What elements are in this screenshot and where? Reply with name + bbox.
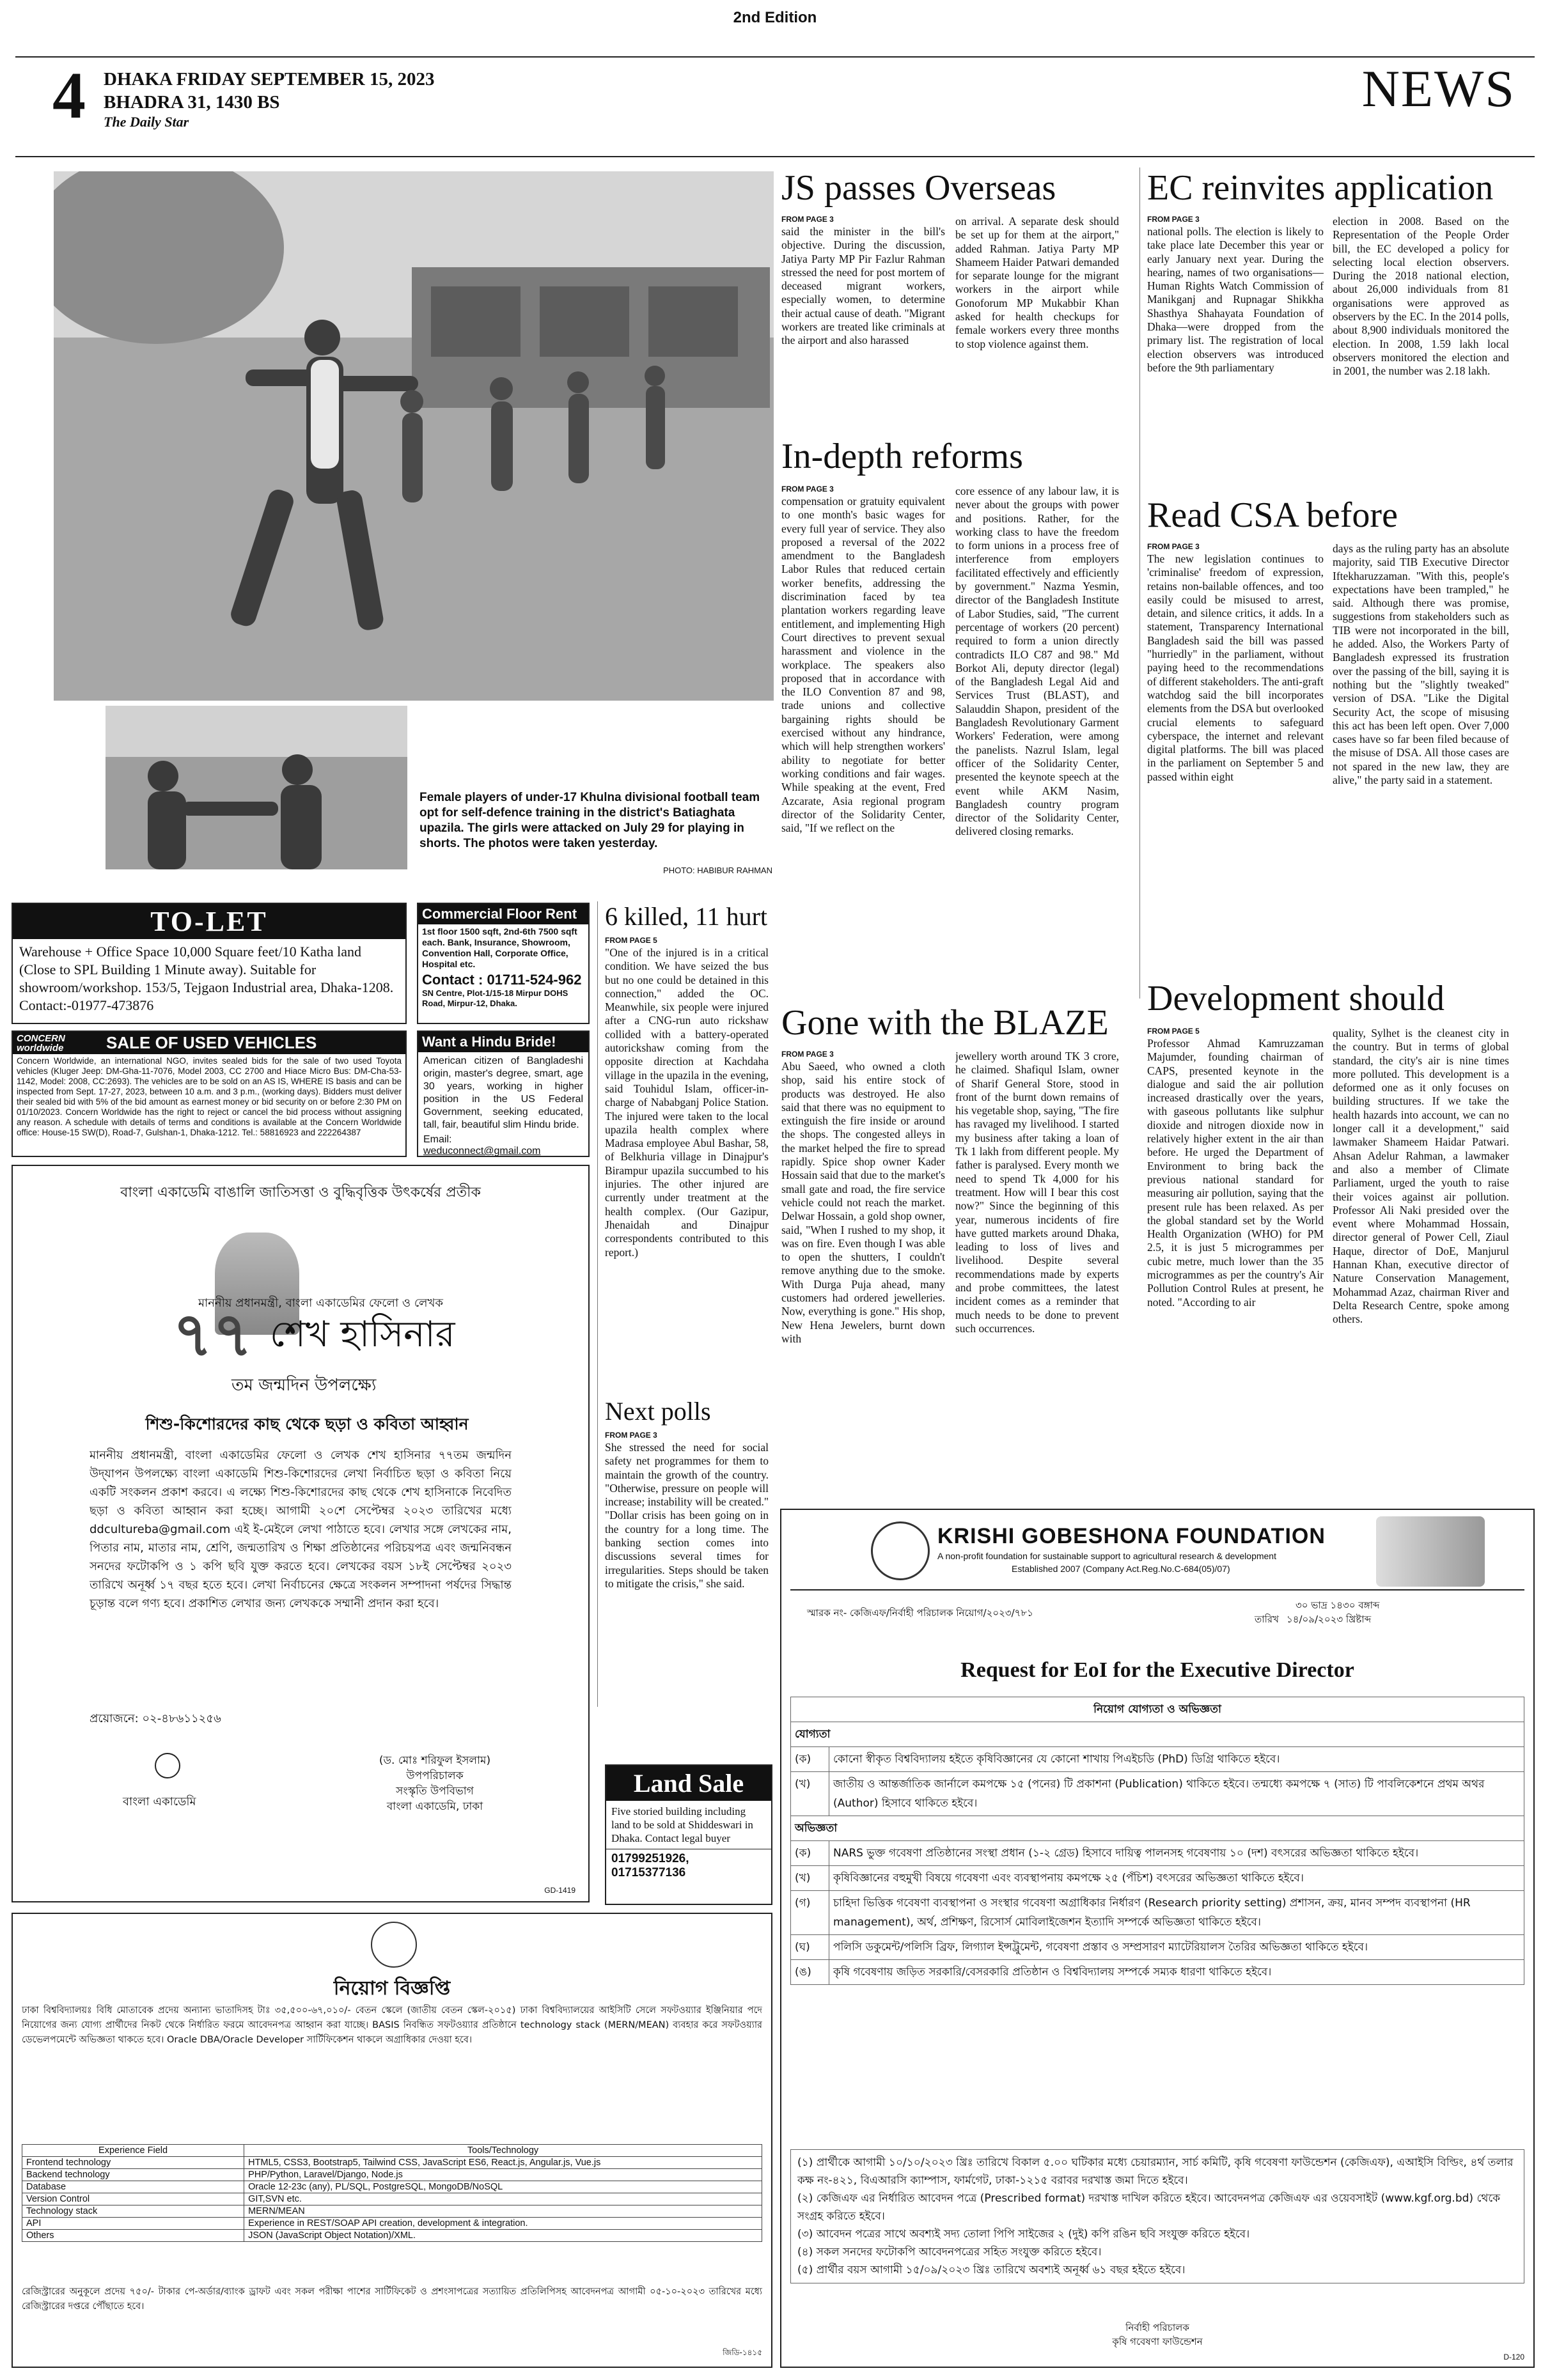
main-photo (54, 171, 774, 701)
headline-reforms: In-depth reforms (781, 437, 1023, 476)
kgf-portrait (1376, 1516, 1485, 1587)
academy-logo-icon (155, 1753, 180, 1778)
ad-land-sale (605, 1764, 772, 1905)
headline-polls: Next polls (605, 1397, 711, 1426)
du-code: জিডি-১৪১৫ (723, 2348, 762, 2357)
table-cell: HTML5, CSS3, Bootstrap5, Tailwind CSS, JavaScript ES6, React.js, Angular.js, Vue.js (244, 2157, 762, 2169)
table-row (791, 1747, 1524, 1772)
table-cell: GIT,SVN etc. (244, 2193, 762, 2205)
table-cell: Technology stack (22, 2205, 244, 2218)
headline-killed: 6 killed, 11 hurt (605, 902, 768, 931)
table-cell: JSON (JavaScript Object Notation)/XML. (244, 2230, 762, 2242)
karate-training-image (54, 171, 774, 701)
headline-ec: EC reinvites application (1147, 168, 1494, 208)
du-logo-icon (371, 1922, 417, 1968)
kgf-logo-icon (871, 1521, 930, 1580)
table-row (22, 2230, 762, 2242)
table-row (791, 1841, 1524, 1866)
land-sale-title: Land Sale (606, 1766, 771, 1801)
academy-topline: বাংলা একাডেমি বাঙালি জাতিসত্তা ও বুদ্ধিবৃত্তিক উৎকর্ষের প্রতীক (120, 1185, 481, 1201)
instruction-item: (১) প্রার্থীকে আগামী ১০/১০/২০২৩ খ্রিঃ তারিখে বিকাল ৫.০০ ঘটিকার মধ্যে চেয়ারম্যান, সার্চ কমিটি, কৃষি গবেষণা ফাউন্ডেশন (কেজিএফ), এআইসি বিল্ডিং, ৪র্থ তলার কক্ষ নং-৪২১, বিএআরসি ক্যাম্পাস, ফার্মগেট, ঢাকা-১২১৫ বরাবর দরখাস্ত জমা দিতে হইবে। (797, 2156, 1514, 2187)
defence-drill-image (106, 706, 407, 869)
table-cell: MERN/MEAN (244, 2205, 762, 2218)
signer-division: সংস্কৃতি উপবিভাগ (396, 1785, 474, 1798)
kgf-established: Established 2007 (Company Act.Reg.No.C-684(05)/07) (1012, 1564, 1230, 1574)
article-text: Abu Saeed, who owned a cloth shop, said his entire stock of products was destroyed. He also said that there was no equipment to extinguish the fire inside or around the shops. The congested alleys in the market helped the fire to spread rapidly. Spice shop owner Kader Hossain said that due to the market's small gate and road, the fire service vehicle could not reach the market. Delwar Hossain, a gold shop owner, said, "When I rushed to my shop, it was on fire. Even though I was able to open the shutters, I couldn't remove anything due to the smoke. With Durga Puja ahead, many customers had ordered jewelleries. Now, everything is gone." His shop, New Hena Jewelers, burnt down with (781, 1060, 945, 1345)
table-row (791, 1772, 1524, 1816)
section-row (791, 1722, 1524, 1747)
table-cell: Oracle 12-23c (any), PL/SQL, PostgreSQL, MongoDB/NoSQL (244, 2181, 762, 2193)
table-cell: কোনো স্বীকৃত বিশ্ববিদ্যালয় হইতে কৃষিবিজ্ঞানের যে কোনো শাখায় পিএইচডি (PhD) ডিগ্রি থাকিতে হইবে। (829, 1747, 1524, 1772)
header-rule (15, 56, 1535, 58)
academy-org: বাংলা একাডেমি (123, 1795, 196, 1808)
kgf-code: D-120 (1503, 2353, 1524, 2361)
concern-header (13, 1032, 405, 1054)
page-number: 4 (52, 59, 86, 132)
edition-label: 2nd Edition (733, 9, 817, 26)
table-row (22, 2157, 762, 2169)
table-row (22, 2181, 762, 2193)
table-cell: Frontend technology (22, 2157, 244, 2169)
concern-logo: CONCERN worldwide (17, 1032, 65, 1054)
column-rule (597, 901, 598, 1707)
table-row (22, 2218, 762, 2230)
article-ec-col1 (1147, 215, 1324, 499)
from-page: FROM PAGE 3 (781, 215, 834, 224)
article-text: election in 2008. Based on the Representation of the People Order bill, the EC developed a policy for selecting local election observers. During the 2018 national election, about 26,000 individuals from 81 organisations were approved as observers by the EC. In the 2014 polls, about 8,900 individuals monitored the election. In 2008, 1.59 lakh local observers monitored the election and in 2001, the number was 2.18 lakh. (1333, 215, 1509, 378)
table-cell: (খ) (791, 1772, 829, 1816)
kgf-sign-title: নির্বাহী পরিচালক (1125, 2322, 1189, 2333)
kgf-memo: স্মারক নং- কেজিএফ/নির্বাহী পরিচালক নিয়োগ/২০২৩/৭৮১ (807, 1607, 1033, 1619)
table-cell: (ক) (791, 1841, 829, 1866)
table-cell: যোগ্যতা (791, 1722, 1524, 1747)
academy-subtitle: মাননীয় প্রধানমন্ত্রী, বাংলা একাডেমির ফেলো ও লেখক (198, 1296, 443, 1310)
date-line-1: DHAKA FRIDAY SEPTEMBER 15, 2023 (104, 69, 435, 89)
du-para2: রেজিস্ট্রারের অনুকূলে প্রদেয় ৭৫০/- টাকার পে-অর্ডার/ব্যাংক ড্রাফট এবং সকল পরীক্ষা পাশের সার্টিফিকেট ও প্রশংসাপত্রের সত্যায়িত প্রতিলিপিসহ আবেদনপত্র আগামী ০৫-১০-২০২৩ তারিখের মধ্যে রেজিস্ট্রারের দপ্তরে পৌঁছাতে হবে। (22, 2287, 762, 2312)
concern-text: Concern Worldwide, an international NGO, invites sealed bids for the sale of two used Toyota vehicles (Kluger Jeep: DM-Gha-11-7076, Model 2003, CC 2700 and Hiace Micro Bus: DM-Cha-53-1142, Model: 2008, CC:2693). The vehicles are to be sold on an AS IS, WHERE IS basis and can be inspected from Sept. 17-27, 2023, between 10 a.m. and 3 p.m., (working days). Bidders must deliver their sealed bid with 5% of the bid amount as earnest money or bid security on or before 2:30 PM on 01/10/2023. Concern Worldwide has the right to reject or cancel the bid process without assigning any reason. A schedule with details of terms and conditions is available at the Concern Worldwide office: House-15 SW(D), Road-7, Gulshan-1, Dhaka-1212. Tel.: 58816923 and 222264387 (17, 1056, 402, 1137)
table-body (22, 2157, 762, 2242)
academy-name: শেখ হাসিনার (270, 1314, 455, 1355)
ad-bangla-academy (12, 1165, 590, 1902)
table-title-row (791, 1697, 1524, 1722)
kgf-instructions (790, 2149, 1524, 2283)
from-page: FROM PAGE 3 (605, 1431, 657, 1440)
table-row (22, 2205, 762, 2218)
table-cell: API (22, 2218, 244, 2230)
table-cell: (খ) (791, 1866, 829, 1891)
commercial-title: Commercial Floor Rent (418, 904, 588, 924)
academy-code: GD-1419 (544, 1886, 575, 1895)
to-let-title: TO-LET (13, 904, 405, 939)
article-blaze-col2 (955, 1050, 1119, 1495)
academy-birthday: তম জন্মদিন উপলক্ষ্যে (231, 1376, 377, 1395)
instruction-item: (২) কেজিএফ এর নির্ধারিত আবেদন পত্রে (Prescribed format) দরখাস্ত দাখিল করিতে হইবে। আবেদনপত্র কেজিএফ এর ওয়েবসাইট (www.kgf.org.bd) থেকে সংগ্রহ করিতে হইবে। (797, 2192, 1501, 2223)
du-tech-table (22, 2144, 762, 2242)
article-text: quality, Sylhet is the cleanest city in the country. But in terms of global standard, the city's air is nine times more polluted. This development is a deformed one as it only focuses on building structures. If we take the health hazards into account, we can no longer call it a development," said lawmaker Shameem Haidar Patwari. Ahsan Adelur Rahman, a lawmaker and also a member of Climate Parliament, urged the youth to raise their voices against air pollution. Professor Ali Naki presided over the event where Mohammad Hossain, director general of Power Cell, Ziaul Haque, director of DoE, Manjurul Hannan Khan, executive director of Nature Conservation Management, Mohammad Azaz, chairman River and Delta Research Centre, spoke among others. (1333, 1027, 1509, 1326)
instruction-item: (৫) প্রার্থীর বয়স আগামী ১৫/০৯/২০২৩ খ্রিঃ তারিখে অবশ্যই অনূর্ধ্ব ৬১ বছর হইতে হইবে। (797, 2264, 1186, 2276)
table-row (22, 2169, 762, 2181)
headline-csa: Read CSA before (1147, 495, 1398, 535)
table-row (791, 1891, 1524, 1935)
table-cell: Experience in REST/SOAP API creation, development & integration. (244, 2218, 762, 2230)
commercial-contact: Contact : 01711-524-962 (422, 972, 582, 988)
table-cell: অভিজ্ঞতা (791, 1816, 1524, 1841)
signer-name: (ড. মোঃ শরিফুল ইসলাম) (379, 1754, 491, 1767)
table-cell: নিয়োগ যোগ্যতা ও অভিজ্ঞতা (791, 1697, 1524, 1722)
date-line-2: BHADRA 31, 1430 BS (104, 92, 280, 113)
concern-title: SALE OF USED VEHICLES (106, 1033, 317, 1052)
article-text: Professor Ahmad Kamruzzaman Majumder, founding chairman of CAPS, presented keynote in the dialogue and said the air pollution increased drastically over the years, with gaseous pollutants like sulphur dioxide and nitrogen dioxide now in relatively higher extent in the air than before. He urged the Department of Environment to bring back the previous national standard for measuring air pollution, saying that the present rule has been relaxed. As per the global standard set by the World Health Organization (WHO) for PM 2.5, it is just 5 microgrammes per cubic metre, much lower than the 35 microgrammes as per the country's Air Pollution Control Rules at present, he noted. "According to air (1147, 1037, 1324, 1309)
table-row (791, 1866, 1524, 1891)
table-cell: Version Control (22, 2193, 244, 2205)
table-cell: জাতীয় ও আন্তর্জাতিক জার্নালে কমপক্ষে ১৫ (পনের) টি প্রকাশনা (Publication) থাকিতে হইবে। তন্মধ্যে কমপক্ষে ৭ (সাত) টি পাবলিকেশনে প্রথম অথর (Author) হিসাবে থাকিতে হইবে। (829, 1772, 1524, 1816)
article-killed (605, 936, 769, 1396)
headline-blaze: Gone with the BLAZE (781, 1003, 1109, 1043)
newspaper-logo: The Daily Star (104, 114, 189, 130)
article-reforms-col2 (955, 485, 1119, 983)
kgf-title: KRISHI GOBESHONA FOUNDATION (937, 1524, 1326, 1548)
article-reforms-col1 (781, 485, 945, 983)
signer-org: বাংলা একাডেমি, ঢাকা (386, 1800, 483, 1813)
kgf-date1: ৩০ ভাদ্র ১৪৩০ বঙ্গাব্দ (1296, 1599, 1380, 1611)
table-cell: চাহিদা ভিত্তিক গবেষণা ব্যবস্থাপনা ও সংস্থার গবেষণা অগ্রাধিকার নির্ধারণ (Research priority setting) প্রশাসন, ক্রয়, মানব সম্পদ ব্যবস্থাপনা (HR management), অর্থ, প্রশিক্ষণ, রিসোর্স মোবিলাইজেশন ইত্যাদি সম্পর্কে অভিজ্ঞতা থাকিতে হইবে। (829, 1891, 1524, 1935)
article-text: She stressed the need for social safety net programmes for them to maintain the growth of the country. "Otherwise, pressure on people will increase; instability will be created." "Dollar crisis has been going on in the country for a long time. The banking section comes into discussions several times for irregularities. Steps should be taken to mitigate the crisis," she said. (605, 1441, 769, 1590)
table-cell: (ক) (791, 1747, 829, 1772)
headline-development: Development should (1147, 979, 1445, 1018)
table-cell: কৃষি গবেষণায় জড়িত সরকারি/বেসরকারি প্রতিষ্ঠান ও বিশ্ববিদ্যালয় সম্পর্কে সম্যক ধারণা থাকিতে হইবে। (829, 1960, 1524, 1985)
inset-photo (104, 704, 409, 871)
dateline (104, 68, 435, 114)
article-blaze-col1 (781, 1050, 945, 1495)
table-cell: কৃষিবিজ্ঞানের বহুমুখী বিষয়ে গবেষণা এবং ব্যবস্থাপনায় কমপক্ষে ২৫ (পঁচিশ) বৎসরের অভিজ্ঞতা থাকিতে হইবে। (829, 1866, 1524, 1891)
instruction-item: (৪) সকল সনদের ফটোকপি আবেদনপত্রের সহিত সংযুক্ত করিতে হইবে। (797, 2246, 1102, 2259)
article-text: jewellery worth around TK 3 crore, he claimed. Shafiqul Islam, owner of Sharif General Store, stood in front of the burnt down remains of his vegetable shop, saying, "The fire has ravaged my livelihood. I started my business after taking a loan of Tk 1 lakh from different people. My father is paralysed. Every month we need to spend Tk 4,000 for his treatment. How will I bear this cost now?" Since the beginning of this year, numerous incidents of fire have gutted markets around Dhaka, leading to loss of lives and livelihood. Despite several recommendations made by experts and probe committees, the latest incident comes as a reminder that much needs to be done to prevent such occurrences. (955, 1050, 1119, 1335)
column-rule (1139, 167, 1140, 999)
kgf-heading: Request for EoI for the Executive Director (960, 1658, 1354, 1682)
ad-concern-vehicles (12, 1031, 407, 1157)
article-text: national polls. The election is likely to take place late December this year or early January next year. During the hearing, names of two organisations—Human Rights Watch Commission of Manikganj and Rupnagar Shikkha Shasthya Shahayata Foundation of Dhaka—were dropped from the primary list. The registration of local election observers was introduced before the 9th parliamentary (1147, 225, 1324, 374)
from-page: FROM PAGE 5 (1147, 1027, 1200, 1036)
headline-js: JS passes Overseas (781, 168, 1056, 208)
from-page: FROM PAGE 3 (781, 485, 834, 494)
instruction-item: (৩) আবেদন পত্রের সাথে অবশ্যই সদ্য তোলা পিপি সাইজের ২ (দুই) কপি রঙিন ছবি সংযুক্ত করিতে হইবে। (797, 2228, 1250, 2241)
bride-title: Want a Hindu Bride! (418, 1032, 588, 1052)
article-js-col2 (955, 215, 1119, 432)
academy-call: শিশু-কিশোরদের কাছ থেকে ছড়া ও কবিতা আহ্বান (145, 1415, 469, 1433)
table-row (791, 1960, 1524, 1985)
kgf-date2: ১৪/০৯/২০২৩ খ্রিষ্টাব্দ (1287, 1614, 1372, 1625)
ad-hindu-bride (417, 1031, 590, 1157)
academy-phone: প্রয়োজনে: ০২-৪৮৬১১২৫৬ (90, 1712, 221, 1725)
from-page: FROM PAGE 3 (1147, 542, 1200, 551)
ad-kgf (780, 1509, 1535, 2368)
signer-title: উপপরিচালক (406, 1769, 464, 1782)
ad-commercial-rent (417, 903, 590, 1024)
commercial-text: 1st floor 1500 sqft, 2nd-6th 7500 sqft each. Bank, Insurance, Showroom, Convention Hall, Corporate Office, Hospital etc. (422, 926, 577, 969)
article-csa-col1 (1147, 542, 1324, 977)
ad-dhaka-university (12, 1913, 772, 2368)
article-development-col2 (1333, 1027, 1509, 1500)
article-polls (605, 1431, 769, 1731)
article-text: days as the ruling party has an absolute majority, said TIB Executive Director Iftekharuzzaman. "With this, people's expectations have been trampled," he said. Although there was promise, suggestions from stakeholders such as TIB were not incorporated in the bill, he added. Also, the Workers Party of Bangladesh expressed its frustration over the passing of the bill, saying it is nothing but the "slightly tweaked" version of DSA. "Like the Digital Security Act, the scope of misusing this act has been left open. Over 7,000 cases have so far been filed because of the misuse of DSA. All those cases are not spared in the new law, they are alive," the party said in a statement. (1333, 542, 1509, 787)
article-text: core essence of any labour law, it is never about the groups with power and positions. Rather, for the working class to have the freedom to form unions in a process free of interference from employers facilitated effectively and efficiently by government." Nazma Yesmin, director of the Bangladesh Institute of Labor Studies, said, "The current percentage of workers (20 percent) required to form a union directly contradicts ILO C87 and 98." Md Borkot Ali, deputy director (legal) of the Bangladesh Legal Aid and Services Trust (BLAST), and Salauddin Shapon, president of the Bangladesh Revolutionary Garment Workers' Federation, were among the panelists. Nazrul Islam, legal officer of the Solidarity Center, presented the keynote speech at the event while AKM Nasim, Bangladesh country program director of the Solidarity Center, delivered closing remarks. (955, 485, 1119, 838)
table-row (791, 1935, 1524, 1960)
academy-number: ৭৭ (173, 1298, 253, 1371)
kgf-signature (781, 2321, 1533, 2349)
from-page: FROM PAGE 3 (781, 1050, 834, 1059)
land-sale-phone: 01799251926, 01715377136 (606, 1849, 771, 1883)
section-title: NEWS (1361, 59, 1515, 118)
ad-to-let (12, 903, 407, 1024)
article-development-col1 (1147, 1027, 1324, 1500)
academy-signature (352, 1753, 518, 1814)
article-ec-col2 (1333, 215, 1509, 499)
table-cell: Backend technology (22, 2169, 244, 2181)
article-text: compensation or gratuity equivalent to one month's basic wages for every full year of service. They also proposed a reversal of the 2022 amendment to the Bangladesh Labor Rules that reduced certain worker benefits, addressing the discrimination faced by tea plantation workers regarding leave entitlement, and implementing High Court directives to prevent sexual harassment and violence in the workplace. The speakers also proposed that in accordance with the ILO Convention 87 and 98, trade unions and collective bargaining rights should be exercised without any hindrance, which will help strengthen workers' ability to negotiate for better working conditions and fair wages. While speaking at the event, Fred Azcarate, Asia regional program director of the Solidarity Center, said, "If we reflect on the (781, 495, 945, 835)
from-page: FROM PAGE 5 (605, 936, 657, 945)
table-header-row (22, 2145, 762, 2157)
to-let-text: Warehouse + Office Space 10,000 Square feet/10 Katha land (Close to SPL Building 1 Minute away). Suitable for showroom/workshop. 153/5, Tejgaon Industrial area, Dhaka-1208. Contact:-01977-473876 (19, 944, 394, 1013)
article-text: said the minister in the bill's objective. During the discussion, Jatiya Party MP Pir Fazlur Rahman stressed the need for post mortem of deceased migrant workers, especially women, to determine their actual cause of death. "Migrant workers are treated like criminals at the airport and also harassed (781, 225, 945, 347)
table-cell: (গ) (791, 1891, 829, 1935)
table-cell: (ঙ) (791, 1960, 829, 1985)
table-header-cell: Tools/Technology (244, 2145, 762, 2157)
article-text: "One of the injured is in a critical condition. We have seized the bus but no one could be detained in this connection," added the OC. Meanwhile, six people were injured after a CNG-run auto rickshaw collided with a battery-operated autorickshaw coming from the opposite direction at Kachdaha village in the upazila in the evening, said Touhidul Islam, officer-in-charge of Nababganj Police Station. The injured were taken to the local upazila health complex where Madrasa employee Abul Bashar, 58, of Belkhuria village in Dinajpur's Birampur upazila succumbed to his injuries. The other injured are currently under treatment at the health complex. (Our Gazipur, Jhenaidah and Dinajpur correspondents contributed to this report.) (605, 946, 769, 1259)
article-csa-col2 (1333, 542, 1509, 977)
land-sale-text: Five storied building including land to be sold at Shiddeswari in Dhaka. Contact legal buyer (611, 1805, 753, 1844)
bride-email[interactable]: weduconnect@gmail.com (423, 1146, 541, 1156)
academy-body: মাননীয় প্রধানমন্ত্রী, বাংলা একাডেমির ফেলো ও লেখক শেখ হাসিনার ৭৭তম জন্মদিন উদ্‌যাপন উপলক্ষ্যে বাংলা একাডেমি শিশু-কিশোরদের লেখা নির্বাচিত ছড়া ও কবিতা নিয়ে একটি সংকলন প্রকাশ করবে। এ লক্ষ্যে শিশু-কিশোরদের কাছ থেকে শেখ হাসিনাকে নিবেদিত ছড়া ও কবিতা আহ্বান করা হচ্ছে। আগামী ২০শে সেপ্টেম্বর ২০২৩ তারিখের মধ্যে ddcultureba@gmail.com এই ই-মেইলে লেখা পাঠাতে হবে। লেখার সঙ্গে লেখকের নাম, পিতার নাম, মাতার নাম, শ্রেণি, জন্মতারিখ ও শিক্ষা প্রতিষ্ঠানের পরিচয়পত্র এবং জন্মনিবন্ধন সনদের ফটোকপি ও ১ কপি ছবি যুক্ত করতে হবে। লেখকের বয়স ১৮ই সেপ্টেম্বর ২০২৩ তারিখে অনূর্ধ্ব ১৭ বছর হতে হবে। লেখা নির্বাচনের ক্ষেত্রে সংকলন সম্পাদনা পর্ষদের সিদ্ধান্ত চূড়ান্ত বলে গণ্য হবে। প্রকাশিত লেখার জন্য লেখককে সম্মানী প্রদান করা হবে। (90, 1449, 512, 1610)
kgf-subtitle: A non-profit foundation for sustainable support to agricultural research & development (937, 1551, 1276, 1561)
article-text: on arrival. A separate desk should be set up for them at the airport," added Rahman. Jatiya Party MP Shameem Haider Patwari demanded for separate lounge for the migrant workers in the airport while Gonoforum MP Mukabbir Khan asked for health checkups for female workers every three months to stop violence against them. (955, 215, 1119, 350)
article-text: The new legislation continues to 'criminalise' freedom of expression, retains non-bailable offences, and too easily could be misused to arrest, detain, and silence critics, it adds. In a statement, Transparency International Bangladesh said the bill was passed "hurriedly" in the parliament, without paying heed to the recommendations of different stakeholders. The anti-graft watchdog said the bill incorporates elements from the DSA but overlooked crucial elements to safeguard cyberspace, the internet and relevant digital platforms. The bill was placed in the parliament on September 5 and passed within eight (1147, 552, 1324, 783)
photo-caption: Female players of under-17 Khulna divisional football team opt for self-defence training in the district's Batiaghata upazila. The girls were attacked on July 29 for playing in shorts. The photos were taken yesterday. (419, 791, 760, 850)
table-cell: (ঘ) (791, 1935, 829, 1960)
du-para1: ঢাকা বিশ্ববিদ্যালয়ঃ বিধি মোতাবেক প্রদেয় অন্যান্য ভাতাদিসহ টাঃ ৩৫,৫০০-৬৭,০১০/- বেতন স্কেলে (জাতীয় বেতন স্কেল-২০১৫) ঢাকা বিশ্ববিদ্যালয়ের আইসিটি সেলে সফটওয়্যার ইঞ্জিনিয়ার পদে নিয়োগের জন্য যোগ্য প্রার্থীদের নিকট থেকে নির্ধারিত ফরমে আবেদনপত্র আহ্বান করা যাচ্ছে। BASIS নিবন্ধিত সফটওয়্যার প্রতিষ্ঠানে technology stack (MERN/MEAN) ব্যবহার করে সফটওয়্যার ডেভেলপমেন্টে অভিজ্ঞতা থাকতে হবে। Oracle DBA/Oracle Developer সার্টিফিকেশন থাকলে অগ্রাধিকার দেওয়া হবে। (22, 2005, 762, 2045)
photo-credit: PHOTO: HABIBUR RAHMAN (663, 866, 772, 875)
kgf-header-rule (790, 1589, 1524, 1591)
table-header-cell: Experience Field (22, 2145, 244, 2157)
bride-email-label: Email: (423, 1134, 452, 1145)
table-cell: PHP/Python, Laravel/Django, Node.js (244, 2169, 762, 2181)
table-cell: পলিসি ডকুমেন্ট/পলিসি ব্রিফ, লিগ্যাল ইন্সট্রুমেন্ট, গবেষণা প্রস্তাব ও সম্প্রসারণ ম্যাটেরিয়ালস তৈরির অভিজ্ঞতা থাকিতে হইবে। (829, 1935, 1524, 1960)
kgf-sign-org: কৃষি গবেষণা ফাউন্ডেশন (1112, 2336, 1203, 2347)
bride-text: American citizen of Bangladeshi origin, master's degree, smart, age 30 years, working in higher position in the US Federal Government, seeking educated, tall, fair, beautiful slim Hindu bride. (423, 1055, 583, 1130)
header-rule-bottom (15, 156, 1535, 157)
du-title: নিয়োগ বিজ্ঞপ্তি (333, 1977, 451, 2000)
table-cell: Database (22, 2181, 244, 2193)
commercial-address: SN Centre, Plot-1/15-18 Mirpur DOHS Road, Mirpur-12, Dhaka. (422, 988, 568, 1008)
section-row (791, 1816, 1524, 1841)
kgf-date-label: তারিখ (1255, 1614, 1279, 1625)
from-page: FROM PAGE 3 (1147, 215, 1200, 224)
table-row (22, 2193, 762, 2205)
table-body (791, 1697, 1524, 1985)
kgf-requirements-table (790, 1697, 1524, 1985)
table-cell: Others (22, 2230, 244, 2242)
table-cell: NARS ভুক্ত গবেষণা প্রতিষ্ঠানের সংস্থা প্রধান (১-২ গ্রেড) হিসাবে দায়িত্ব পালনসহ গবেষণায় ১০ (দশ) বৎসরের অভিজ্ঞতা থাকিতে হইবে। (829, 1841, 1524, 1866)
article-js-col1 (781, 215, 945, 432)
